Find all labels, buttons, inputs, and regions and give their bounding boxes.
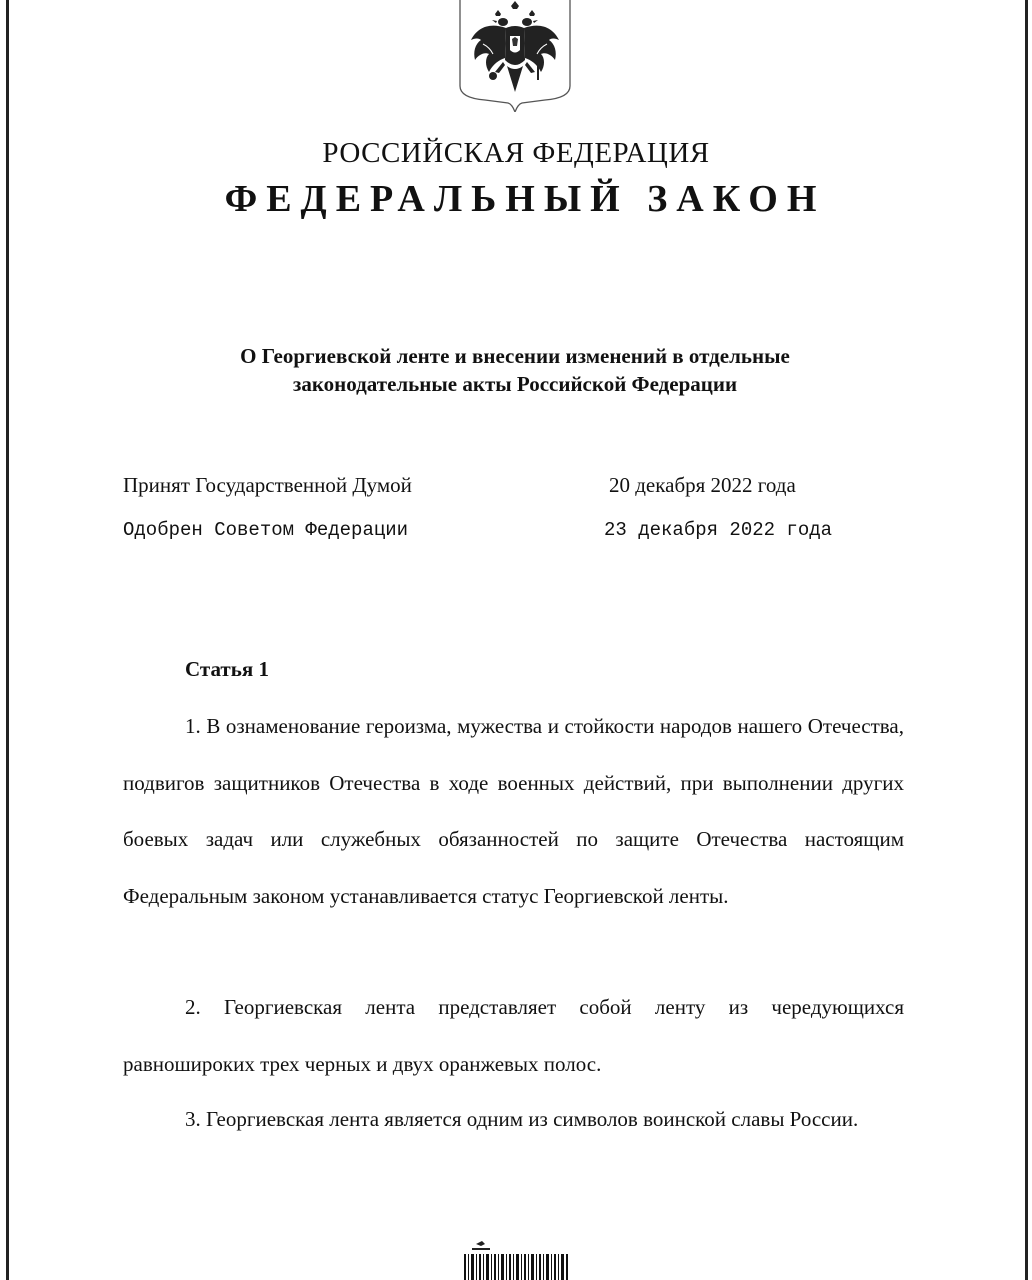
document-type: ФЕДЕРАЛЬНЫЙ ЗАКОН xyxy=(224,178,826,220)
barcode-icon xyxy=(462,1240,572,1280)
article-paragraph-1: 1. В ознаменование героизма, мужества и стойкости народов нашего Отечества, подвигов защитников Отечества в ходе военных действий, при выполнении других боевых задач или служебных обязанностей по защите Отечества настоящим Федеральным законом устанавливается статус Георгиевской ленты. xyxy=(123,714,904,908)
duma-adoption-date: 20 декабря 2022 года xyxy=(609,473,796,497)
double-headed-eagle-emblem-icon xyxy=(459,0,571,112)
article-paragraph-3: 3. Георгиевская лента является одним из символов воинской славы России. xyxy=(185,1107,859,1131)
council-approval-date: 23 декабря 2022 года xyxy=(604,519,833,541)
law-title-line-1: О Георгиевской ленте и внесении изменений в отдельные xyxy=(240,344,790,368)
council-approval-label: Одобрен Советом Федерации xyxy=(123,519,409,541)
duma-adoption-label: Принят Государственной Думой xyxy=(123,473,412,497)
law-title-line-2: законодательные акты Российской Федерации xyxy=(292,372,738,396)
article-paragraph-2: 2. Георгиевская лента представляет собой ленту из чередующихся равношироких трех черных и двух оранжевых полос. xyxy=(123,995,904,1076)
country-name: РОССИЙСКАЯ ФЕДЕРАЦИЯ xyxy=(322,137,710,169)
law-title xyxy=(130,342,900,398)
article-heading: Статья 1 xyxy=(185,657,269,681)
